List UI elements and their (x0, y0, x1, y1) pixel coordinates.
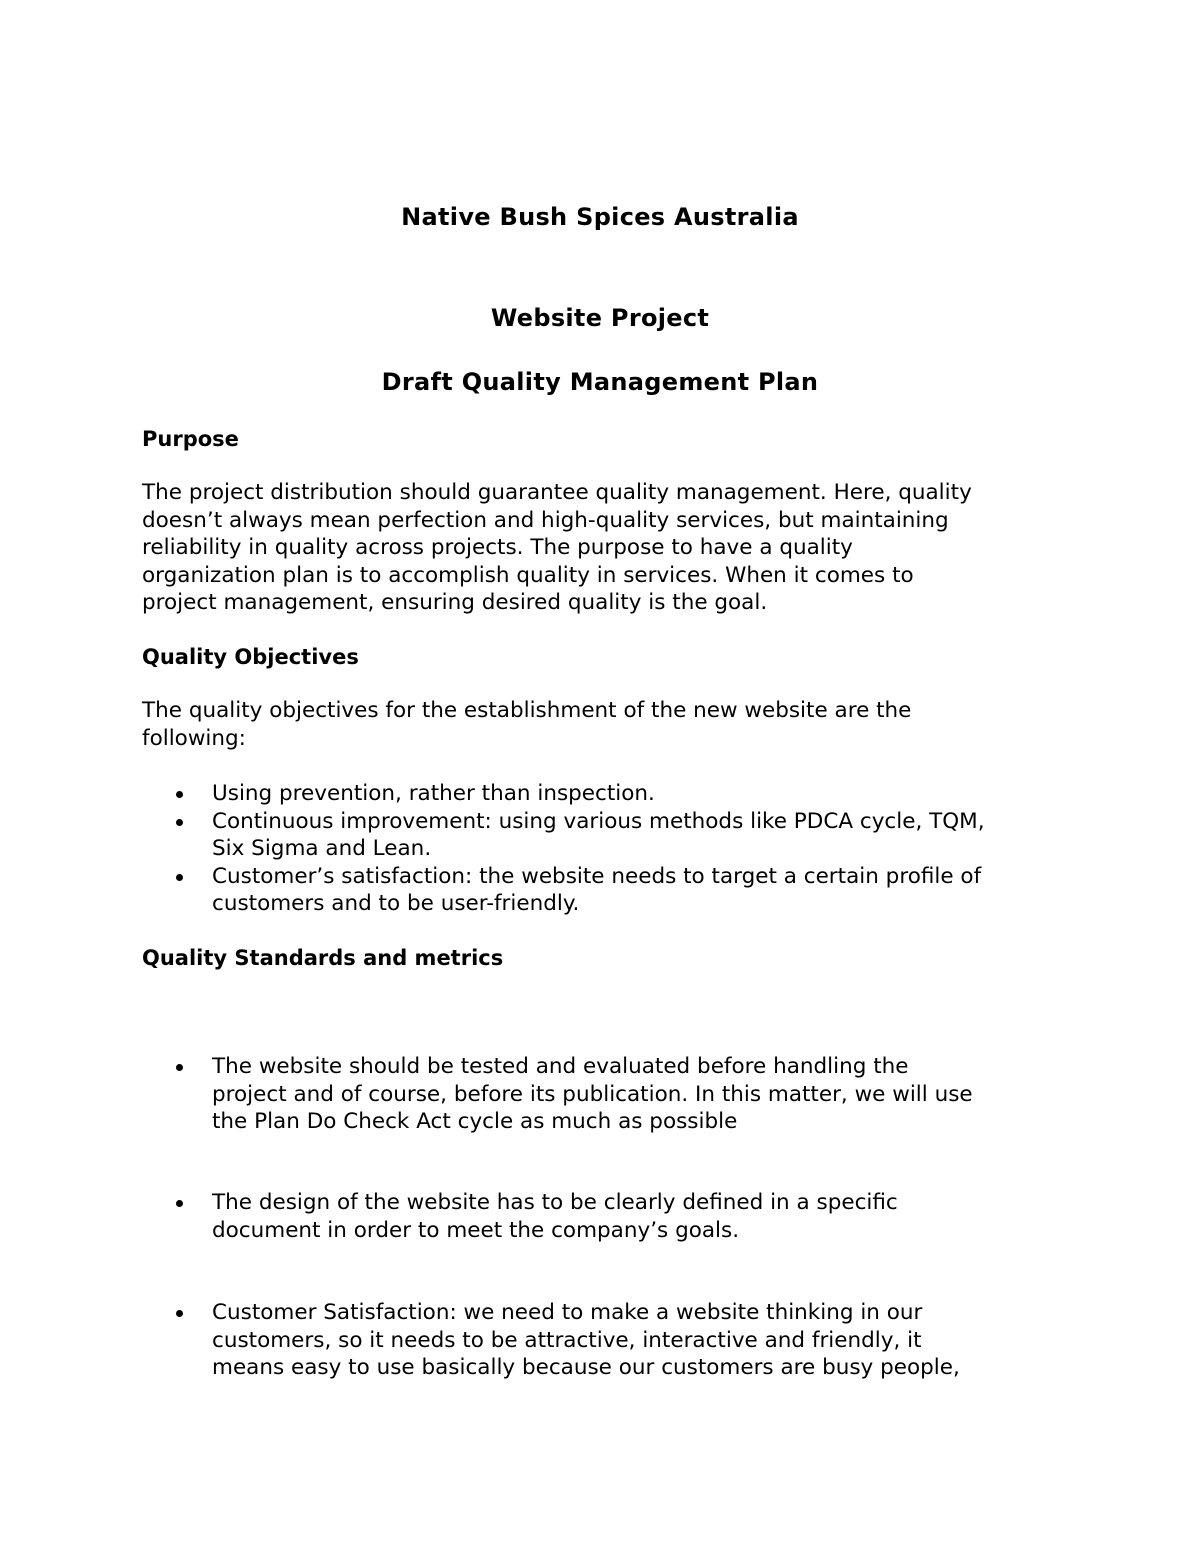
bullet-icon (176, 874, 183, 881)
standards-list-1 (142, 1053, 1072, 1136)
bullet-icon (176, 1310, 183, 1317)
purpose-line: organization plan is to accomplish quality in services. When it comes to (142, 562, 914, 588)
purpose-line: doesn’t always mean perfection and high-quality services, but maintaining (142, 507, 949, 533)
list-item-line: customers, so it needs to be attractive, interactive and friendly, it (212, 1327, 922, 1353)
standards-list-3 (142, 1299, 1072, 1382)
standards-heading: Quality Standards and metrics (142, 946, 504, 970)
project-title: Website Project (490, 304, 710, 332)
bullet-icon (176, 819, 183, 826)
list-item-line: the Plan Do Check Act cycle as much as possible (212, 1109, 738, 1134)
standards-list-2 (142, 1189, 1072, 1244)
purpose-heading: Purpose (142, 427, 239, 451)
list-item-line: The website should be tested and evaluated before handling the (212, 1054, 909, 1079)
objectives-intro (142, 697, 1072, 752)
list-item (142, 863, 1072, 918)
objectives-intro-line: The quality objectives for the establishment of the new website are the (142, 698, 912, 723)
list-item-line: Using prevention, rather than inspection. (212, 781, 655, 806)
list-item-line: The design of the website has to be clearly defined in a specific (212, 1190, 898, 1215)
bullet-icon (176, 1064, 183, 1071)
bullet-icon (176, 1200, 183, 1207)
list-item (142, 808, 1072, 863)
objectives-list (142, 780, 1072, 918)
purpose-paragraph (142, 479, 1072, 617)
company-title: Native Bush Spices Australia (401, 203, 799, 231)
bullet-icon (176, 791, 183, 798)
list-item-line: Six Sigma and Lean. (212, 836, 432, 861)
list-item-line: Customer Satisfaction: we need to make a website thinking in our (212, 1300, 923, 1325)
list-item (142, 1189, 1072, 1244)
list-item (142, 1053, 1072, 1136)
list-item (142, 780, 1072, 808)
list-item-line: customers and to be user-friendly. (212, 891, 580, 916)
objectives-heading: Quality Objectives (142, 645, 359, 669)
list-item-line: means easy to use basically because our customers are busy people, (212, 1355, 960, 1380)
objectives-intro-line: following: (142, 725, 246, 751)
list-item-line: Customer’s satisfaction: the website needs to target a certain profile of (212, 863, 982, 889)
list-item-line: project and of course, before its publication. In this matter, we will use (212, 1081, 973, 1107)
list-item (142, 1299, 1072, 1382)
purpose-line: The project distribution should guarantee quality management. Here, quality (142, 480, 972, 505)
list-item-line: document in order to meet the company’s goals. (212, 1217, 740, 1243)
purpose-line: project management, ensuring desired quality is the goal. (142, 590, 768, 615)
list-item-line: Continuous improvement: using various methods like PDCA cycle, TQM, (212, 808, 985, 834)
purpose-line: reliability in quality across projects. The purpose to have a quality (142, 535, 853, 560)
plan-title: Draft Quality Management Plan (381, 368, 819, 396)
